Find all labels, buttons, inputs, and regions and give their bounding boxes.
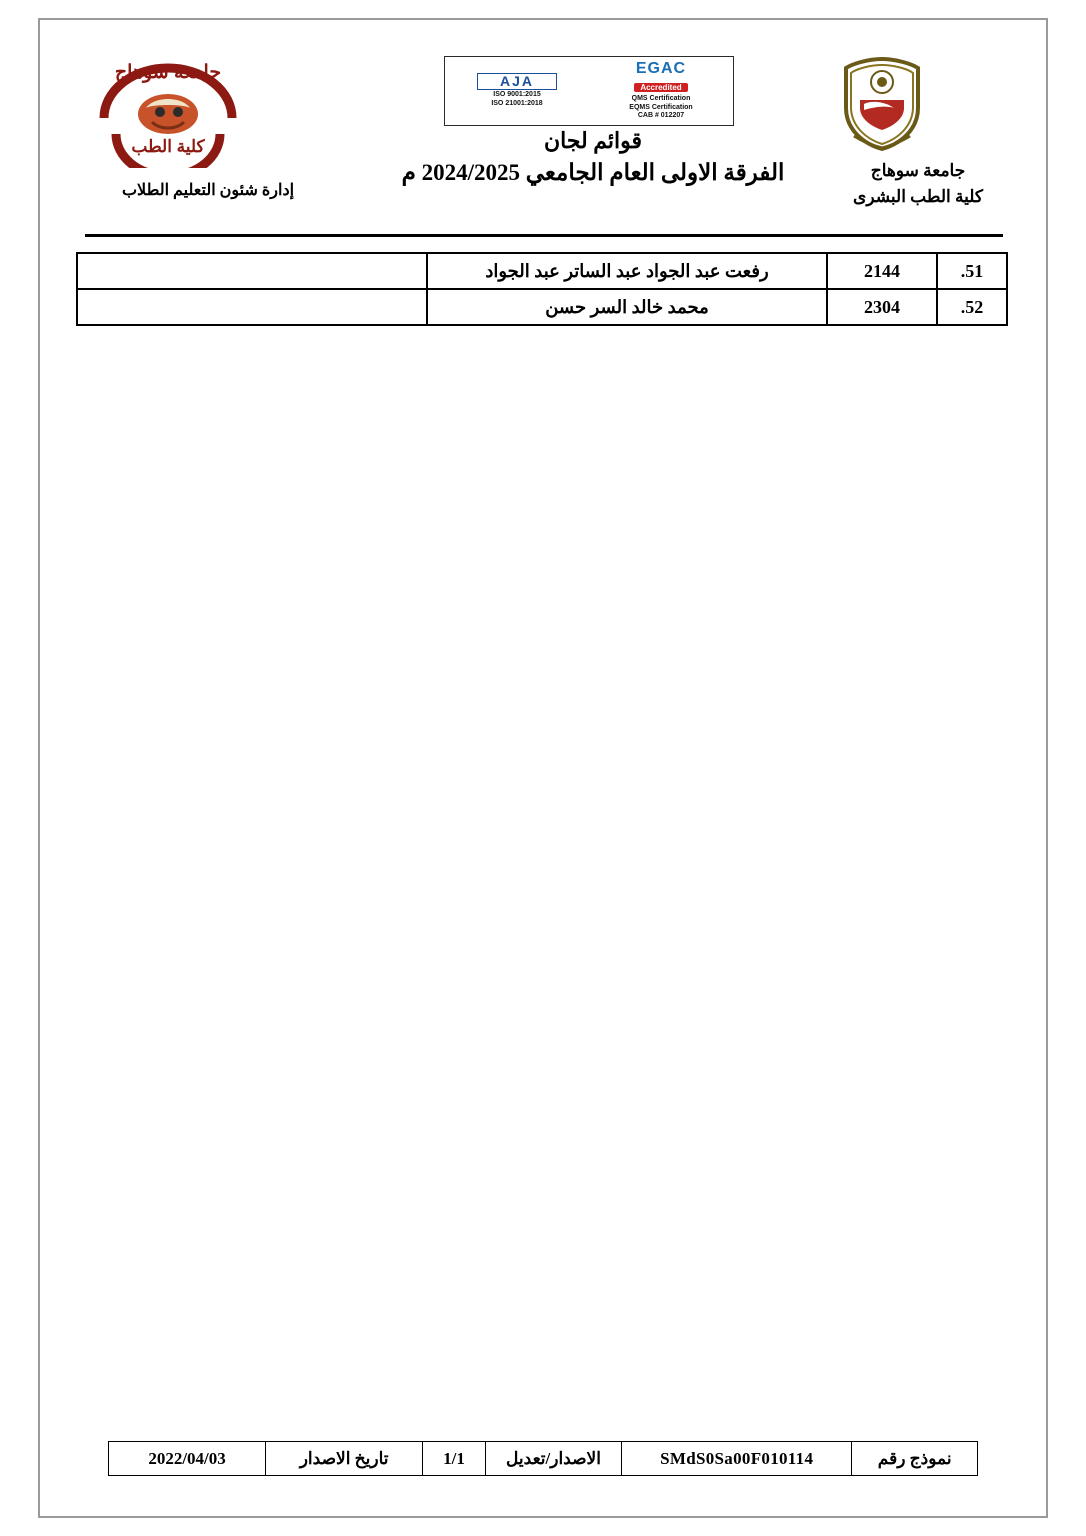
university-name: جامعة سوهاج — [870, 161, 966, 180]
form-number-label: نموذج رقم — [852, 1442, 978, 1476]
row-name: محمد خالد السر حسن — [427, 289, 827, 325]
aja-line-2: ISO 21001:2018 — [491, 100, 543, 108]
aja-certification-badge — [452, 73, 582, 109]
egac-line-3: CAB # 012207 — [637, 112, 685, 120]
accredited-label: Accredited — [634, 83, 687, 92]
faculty-name: كلية الطب البشرى — [853, 186, 983, 206]
table-row — [77, 253, 1007, 289]
egac-line-2: EQMS Certification — [629, 103, 693, 111]
row-code: 2304 — [827, 289, 937, 325]
page-title: قوائم لجان — [543, 128, 643, 153]
faculty-of-medicine-emblem-icon — [88, 48, 248, 168]
svg-text:جامعة سوهاج: جامعة سوهاج — [114, 62, 222, 83]
egac-line-1: QMS Certification — [631, 94, 691, 102]
egac-certification-badge — [596, 61, 726, 121]
edition-value: 1/1 — [423, 1442, 486, 1476]
aja-logo-text: AJA — [477, 73, 557, 90]
document-footer — [108, 1441, 978, 1476]
header-divider — [85, 234, 1003, 237]
row-note — [77, 289, 427, 325]
university-name-block — [828, 158, 1008, 209]
sohag-university-seal-icon — [834, 56, 930, 152]
issue-date-label: تاريخ الاصدار — [266, 1442, 423, 1476]
footer-row — [109, 1442, 978, 1476]
page-subtitle: الفرقة الاولى العام الجامعي 2024/2025 م — [401, 159, 785, 185]
egac-logo-text: EGAC — [635, 59, 687, 77]
row-name: رفعت عبد الجواد عبد الساتر عبد الجواد — [427, 253, 827, 289]
page-border — [38, 18, 1048, 1518]
row-note — [77, 253, 427, 289]
issue-date-value: 2022/04/03 — [109, 1442, 266, 1476]
form-number-value: SMdS0Sa00F010114 — [622, 1442, 852, 1476]
edition-label: الاصدار/تعديل — [485, 1442, 621, 1476]
aja-line-1: ISO 9001:2015 — [493, 91, 541, 99]
certification-badges — [444, 56, 734, 126]
row-index: .51 — [937, 253, 1007, 289]
document-title-block — [378, 126, 808, 189]
row-code: 2144 — [827, 253, 937, 289]
students-table — [76, 252, 1008, 326]
document-header — [78, 48, 1008, 228]
department-name: إدارة شئون التعليم الطلاب — [121, 182, 295, 199]
svg-text:كلية الطب: كلية الطب — [131, 137, 205, 156]
row-index: .52 — [937, 289, 1007, 325]
table-row — [77, 289, 1007, 325]
